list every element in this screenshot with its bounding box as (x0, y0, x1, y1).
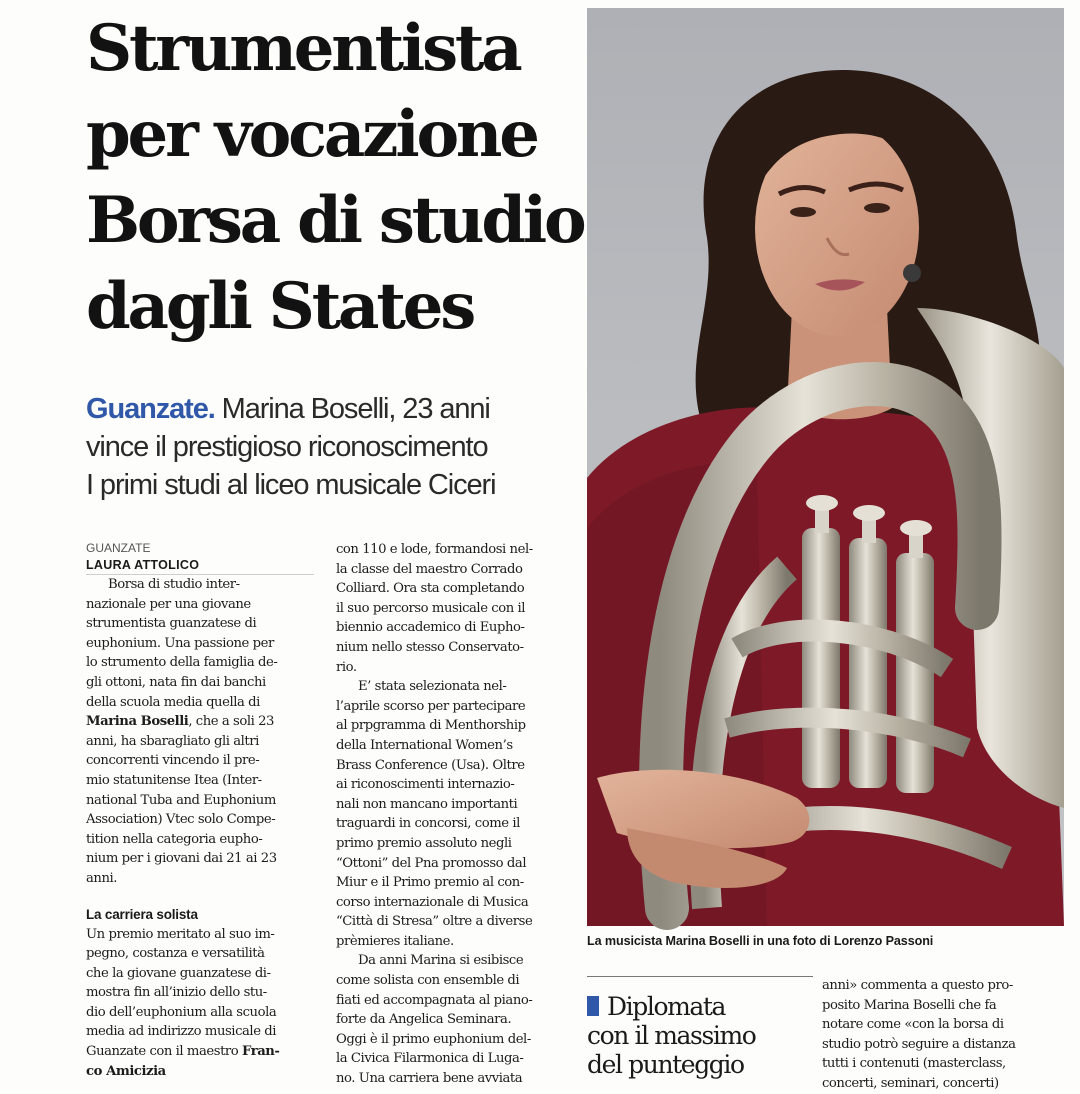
text-line: primo premio assoluto negli (336, 835, 512, 851)
text-line: no. Una carriera bene avviata (336, 1071, 523, 1087)
text-line: la Civica Filarmonica di Luga- (336, 1051, 524, 1067)
teacher-name-bold: Fran- (242, 1044, 280, 1060)
text-line: Miur e il Primo premio al con- (336, 875, 524, 891)
text-line: della scuola media quella di (86, 694, 260, 710)
text-line (86, 1042, 314, 1062)
headline-line: dagli States (86, 269, 474, 344)
box-headline-text: Diplomata (607, 992, 726, 1021)
text-line: prèmieres italiane. (336, 933, 454, 949)
photo-illustration (587, 8, 1064, 926)
text-line (86, 1062, 314, 1082)
headline-line: per vocazione (86, 97, 537, 172)
photo-caption: La musicista Marina Boselli in una foto di Lorenzo Passoni (587, 934, 934, 948)
headline-line: Strumentista (86, 11, 520, 86)
text-line: Un premio meritato al suo im- (86, 926, 275, 942)
text-line: “Città di Stresa” oltre a diverse (336, 914, 533, 930)
text-line: posito Marina Boselli che fa (822, 997, 997, 1013)
text-line: anni» commenta a questo pro- (822, 978, 1013, 993)
text-line: lo strumento della famiglia de- (86, 655, 278, 671)
section-heading: La carriera solista (86, 906, 198, 922)
text-line: la classe del maestro Corrado (336, 561, 523, 577)
text-line: mostra fin all’inizio dello stu- (86, 985, 267, 1001)
box-headline (587, 992, 813, 1079)
teacher-name-bold: co Amicizia (86, 1063, 166, 1079)
text-line: al prpgramma di Menthorship (336, 718, 526, 734)
subhead-place: Guanzate. (86, 393, 215, 425)
text-line: della International Women’s (336, 737, 513, 753)
text-line: strumentista guanzatese di (86, 616, 257, 632)
instrument-valve (896, 553, 934, 793)
subhead-line: I primi studi al liceo musicale Ciceri (86, 469, 496, 501)
text-line: come solista con ensemble di (336, 973, 520, 989)
text-line: tition nella categoria eupho- (86, 831, 263, 847)
blue-square-marker (587, 996, 599, 1016)
text-line: nazionale per una giovane (86, 596, 251, 612)
text-fragment: Guanzate con il maestro (86, 1044, 243, 1060)
text-line: Borsa di studio inter- (108, 577, 240, 592)
text-line: corso internazionale di Musica (336, 894, 529, 910)
author-byline: LAURA ATTOLICO (86, 556, 314, 575)
headline (86, 6, 584, 350)
box-headline-line (587, 992, 813, 1021)
instrument-valve (849, 538, 887, 788)
text-line: nium per i giovani dai 21 ai 23 (86, 851, 277, 867)
musician-photo (587, 8, 1064, 926)
text-line: concorrenti vincendo il pre- (86, 753, 260, 769)
instrument-valve (802, 528, 840, 788)
text-line: “Ottoni” del Pna promosso dal (336, 855, 527, 871)
text-line: fiati ed accompagnata al piano- (336, 992, 533, 1008)
subhead-line (86, 390, 576, 428)
text-line: Oggi è il primo euphonium del- (336, 1031, 531, 1047)
subhead-line: vince il prestigioso riconoscimento (86, 431, 488, 463)
text-line: che la giovane guanzatese di- (86, 965, 271, 981)
text-line: mio statunitense Itea (Inter- (86, 772, 262, 788)
text-line: ai riconoscimenti internazio- (336, 777, 515, 793)
paragraph (336, 677, 566, 951)
text-line: il suo percorso musicale con il (336, 600, 526, 616)
text-line: biennio accademico di Eupho- (336, 620, 525, 636)
text-line: euphonium. Una passione per (86, 635, 274, 651)
dateline: GUANZATE (86, 541, 151, 555)
text-line: rio. (336, 659, 357, 675)
person-name-bold: Marina Boselli (86, 714, 189, 730)
headline-line: Borsa di studio (86, 183, 584, 258)
box-headline-line: con il massimo (587, 1021, 756, 1050)
text-line: E’ stata selezionata nel- (358, 679, 507, 695)
text-line: Colliard. Ora sta completando (336, 581, 525, 597)
text-line: concerti, seminari, concerti) (822, 1075, 999, 1091)
text-line: forte da Angelica Seminara. (336, 1012, 512, 1028)
text-line: Association) Vtec solo Compe- (86, 812, 276, 828)
text-line: Da anni Marina si esibisce (358, 953, 524, 969)
paragraph (86, 575, 314, 889)
text-line: media ad indirizzo musicale di (86, 1024, 277, 1040)
text-line: nium nello stesso Conservato- (336, 639, 524, 655)
paragraph (336, 951, 566, 1088)
paragraph (86, 925, 314, 1082)
article-column-1 (86, 540, 314, 1078)
box-headline-line: del punteggio (587, 1050, 744, 1079)
text-line: tutti i contenuti (masterclass, (822, 1056, 1006, 1072)
text-line: Brass Conference (Usa). Oltre (336, 757, 525, 773)
subhead-text: Marina Boselli, 23 anni (221, 393, 490, 425)
paragraph (336, 540, 566, 677)
text-line: traguardi in concorsi, come il (336, 816, 520, 832)
text-line (86, 712, 314, 732)
text-fragment: , che a soli 23 (188, 714, 274, 730)
text-line: con 110 e lode, formandosi nel- (336, 542, 533, 557)
text-line: notare come «con la borsa di (822, 1017, 1004, 1033)
text-line: national Tuba and Euphonium (86, 792, 276, 808)
text-line: nali non mancano importanti (336, 796, 518, 812)
box-divider (587, 976, 813, 977)
article-column-4 (822, 976, 1065, 1091)
text-line: l’aprile scorso per partecipare (336, 698, 526, 714)
text-line: anni, ha sbaragliato gli altri (86, 733, 259, 749)
text-line: studio potrò seguire a distanza (822, 1036, 1016, 1052)
text-line: dio dell’euphonium alla scuola (86, 1004, 277, 1020)
text-line: gli ottoni, nata fin dai banchi (86, 674, 266, 690)
text-line: pegno, costanza e versatilità (86, 946, 265, 962)
article-column-2 (336, 540, 566, 1087)
subheadline (86, 390, 576, 504)
text-line: anni. (86, 870, 118, 886)
